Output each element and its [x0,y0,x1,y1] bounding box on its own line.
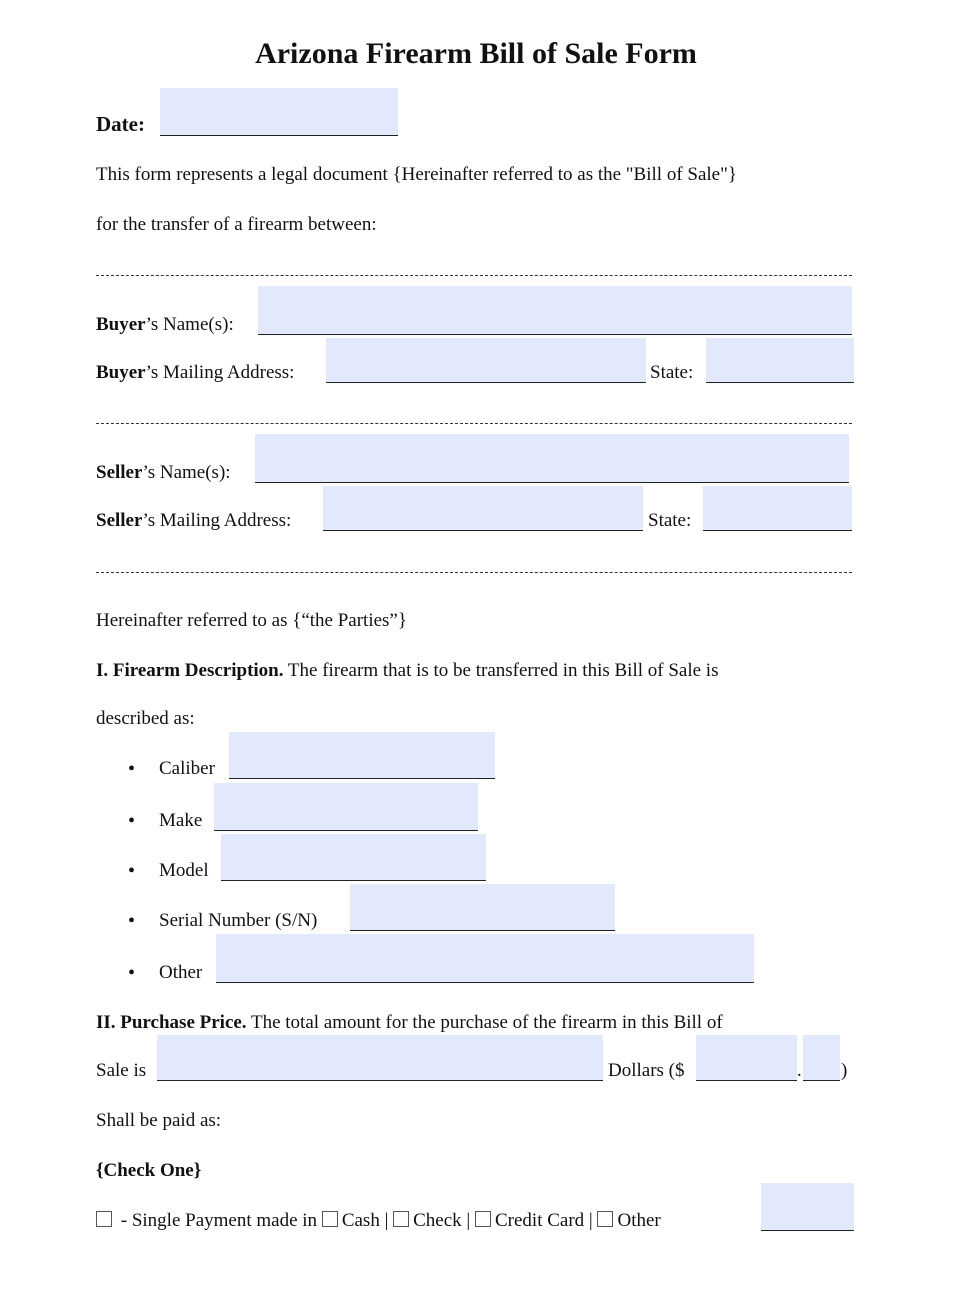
cash-checkbox[interactable] [322,1211,338,1227]
buyer-state-field[interactable] [706,338,854,383]
paid-as-label: Shall be paid as: [96,1110,222,1131]
payment-options-row [96,1209,661,1233]
single-payment-checkbox[interactable] [96,1211,112,1227]
other-payment-label: Other [617,1210,661,1231]
buyer-name-label: Buyer’s Name(s): [96,314,234,335]
seller-address-field[interactable] [323,486,643,531]
separator: | [461,1210,475,1231]
divider [96,275,852,276]
bullet-icon: • [128,860,136,882]
decimal-point: . [797,1060,802,1081]
other-payment-checkbox[interactable] [597,1211,613,1227]
bullet-icon: • [128,758,136,780]
make-field[interactable] [214,783,478,831]
caliber-field[interactable] [229,732,495,779]
caliber-label: Caliber [159,758,215,779]
credit-card-label: Credit Card [494,1210,585,1231]
dollars-label: Dollars ($ [608,1060,685,1081]
serial-number-field[interactable] [350,884,615,931]
price-dollars-field[interactable] [696,1035,797,1081]
other-description-field[interactable] [216,934,754,983]
sale-is-label: Sale is [96,1060,147,1081]
seller-address-label: Seller’s Mailing Address: [96,510,292,531]
section-2-text: II. Purchase Price. The total amount for the purchase of the firearm in this Bill of [96,1012,723,1033]
separator: | [584,1210,598,1231]
seller-name-field[interactable] [255,434,849,483]
intro-line-1: This form represents a legal document {Hereinafter referred to as the "Bill of Sale"} [96,164,737,185]
bullet-icon: • [128,810,136,832]
check-checkbox[interactable] [393,1211,409,1227]
bullet-icon: • [128,910,136,932]
date-field[interactable] [160,88,398,136]
buyer-name-field[interactable] [258,286,852,335]
buyer-address-field[interactable] [326,338,646,383]
other-payment-field[interactable] [761,1183,854,1231]
divider [96,572,852,573]
section-1-text-2: described as: [96,708,195,729]
buyer-address-label: Buyer’s Mailing Address: [96,362,295,383]
page-title: Arizona Firearm Bill of Sale Form [255,37,697,70]
seller-state-field[interactable] [703,486,852,531]
other-label: Other [159,962,203,983]
parties-text: Hereinafter referred to as {“the Parties”} [96,610,407,631]
cash-label: Cash [341,1210,380,1231]
date-label: Date: [96,112,145,136]
divider [96,423,852,424]
seller-name-label: Seller’s Name(s): [96,462,231,483]
price-cents-field[interactable] [803,1035,840,1081]
check-one-label: {Check One} [96,1160,202,1181]
bullet-icon: • [128,962,136,984]
single-payment-label: - Single Payment made in [116,1210,322,1231]
model-field[interactable] [221,834,486,881]
close-paren: ) [841,1060,848,1081]
check-label: Check [413,1210,462,1231]
separator: | [379,1210,394,1231]
buyer-state-label: State: [650,362,694,383]
intro-line-2: for the transfer of a firearm between: [96,214,377,235]
section-1-text: I. Firearm Description. The firearm that is to be transferred in this Bill of Sale is [96,660,719,681]
seller-state-label: State: [648,510,692,531]
model-label: Model [159,860,209,881]
credit-card-checkbox[interactable] [475,1211,491,1227]
price-words-field[interactable] [157,1035,603,1081]
make-label: Make [159,810,203,831]
serial-number-label: Serial Number (S/N) [159,910,318,931]
